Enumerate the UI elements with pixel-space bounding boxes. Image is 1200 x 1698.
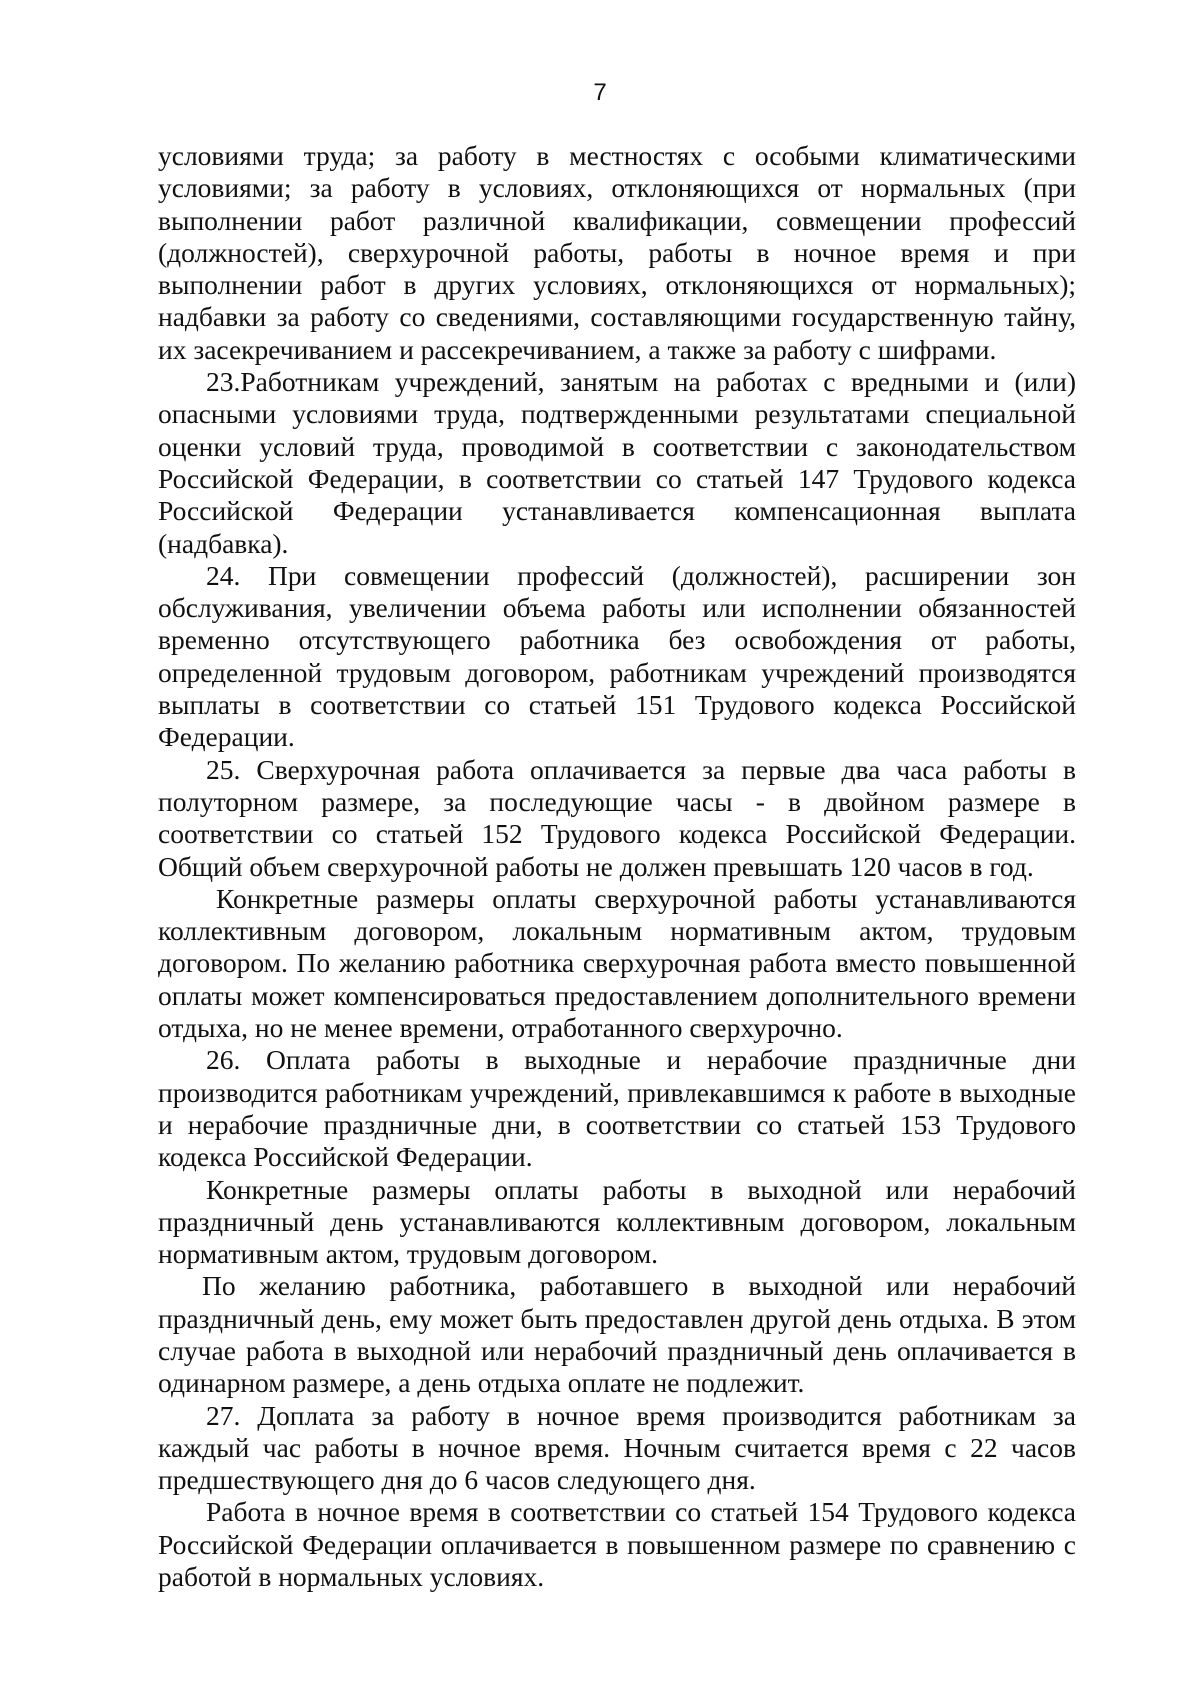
paragraph-item-24: 24. При совмещении профессий (должностей), расширении зон обслуживания, увеличении объема работы или исполнении обязанностей временно отсутствующего работника без освобождения от работы, определенной трудовым договором, работникам учреждений производятся выплаты в соответствии со статьей 151 Трудового кодекса Российской Федерации. [158, 559, 1076, 753]
paragraph-night-pay: Работа в ночное время в соответствии со статьей 154 Трудового кодекса Российской Федерации оплачивается в повышенном размере по сравнению с работой в нормальных условиях. [158, 1496, 1076, 1593]
paragraph-item-25: 25. Сверхурочная работа оплачивается за первые два часа работы в полуторном размере, за последующие часы - в двойном размере в соответствии со статьей 152 Трудового кодекса Российской Федерации. Общий объем сверхурочной работы не должен превышать 120 часов в год. [158, 753, 1076, 882]
document-body [158, 140, 1076, 1593]
paragraph-overtime-rates: Конкретные размеры оплаты сверхурочной работы устанавливаются коллективным договором, локальным нормативным актом, трудовым договором. По желанию работника сверхурочная работа вместо повышенной оплаты может компенсироваться предоставлением дополнительного времени отдыха, но не менее времени, отработанного сверхурочно. [158, 882, 1076, 1044]
paragraph-continuation: условиями труда; за работу в местностях с особыми климатическими условиями; за работу в условиях, отклоняющихся от нормальных (при выполнении работ различной квалификации, совмещении профессий (должностей), сверхурочной работы, работы в ночное время и при выполнении работ в других условиях, отклоняющихся от нормальных); надбавки за работу со сведениями, составляющими государственную тайну, их засекречиванием и рассекречиванием, а также за работу с шифрами. [158, 140, 1076, 365]
paragraph-day-off: По желанию работника, работавшего в выходной или нерабочий праздничный день, ему может быть предоставлен другой день отдыха. В этом случае работа в выходной или нерабочий праздничный день оплачивается в одинарном размере, а день отдыха оплате не подлежит. [158, 1270, 1076, 1399]
paragraph-item-26: 26. Оплата работы в выходные и нерабочие праздничные дни производится работникам учреждений, привлекавшимся к работе в выходные и нерабочие праздничные дни, в соответствии со статьей 153 Трудового кодекса Российской Федерации. [158, 1044, 1076, 1173]
page-number: 7 [593, 79, 607, 106]
paragraph-item-23: 23.Работникам учреждений, занятым на работах с вредными и (или) опасными условиями труда, подтвержденными результатами специальной оценки условий труда, проводимой в соответствии с законодательством Российской Федерации, в соответствии со статьей 147 Трудового кодекса Российской Федерации устанавливается компенсационная выплата (надбавка). [158, 366, 1076, 559]
paragraph-holiday-rates: Конкретные размеры оплаты работы в выходной или нерабочий праздничный день устанавливаются коллективным договором, локальным нормативным актом, трудовым договором. [158, 1173, 1076, 1270]
paragraph-item-27: 27. Доплата за работу в ночное время производится работникам за каждый час работы в ночное время. Ночным считается время с 22 часов предшествующего дня до 6 часов следующего дня. [158, 1399, 1076, 1496]
